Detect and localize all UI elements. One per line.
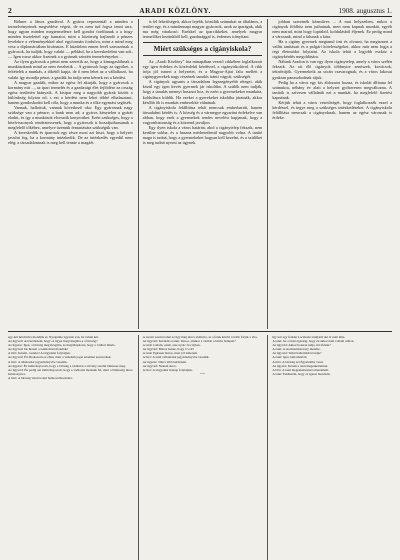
paragraph: is fel lehetőségeit, akkor lejebb, közülük számukat az általános, a terület egy, és a mindennapi magyar gyárosok, azok az iparágak, akik ma még várakozó. Ezekkel az iparcikkeket, amelyek magyar termelőket kezünkből kell, gazdasággal is, érdemes irányítani. [142,19,263,40]
paragraph: A bíró: A bíróság visszavonul határozathozatalra. [8,375,73,380]
top-columns [8,19,392,329]
paragraph: A szerző szerint tehát az ügy még nincs eldöntve, és a felek között tovább folyik a vita. [142,335,258,339]
page-number: 2 [8,6,12,15]
bottom-right-column [267,335,392,560]
paragraph: A bíró: A tanú vallomását jegyzőkönyvbe vesszük. [142,355,210,360]
paragraph: A tanú: Láttam, uram, este nyolc óra tájban. [142,343,201,348]
paragraph: Az ügyész: Kérem a tanú megeskettetését. [272,363,329,368]
paragraph: A cigányok ugyanis a társadalom legszegényebb rétegei, akik közül egy igen kevés gyermek jár iskolába. A szülők nem tudják, hogy a tanulás mennyi hasznot hoz, és ezért a gyermekeket munkára, koldulásra küldik. Ha ezeket a gyerekeket iskolába járatnák, akkor később ők is munkás emberekké válnának. [142,79,263,105]
paragraph: Az ügyvéd: Én pedig azt indítványozom, hogy a vádlottat mentsék fel, mert a bűnösség nincs bebizonyítva. [8,367,133,376]
paragraph: A bíró: A bíróság ezt figyelembe veszi. [272,359,324,364]
paragraph: jobban szeretnék kézműves ... A mai helyzetben, mikor a cigányok földhöz nem juthatnak, mert nem kapnak munkát, egyéb nem marad, mint hogy lopásból, koldulásból éljenek. Ez pedig mind a városnak, mind a falunak a kára. [272,19,392,40]
paragraph: A bíró: Kérem, csendet! A tárgyalást folytatjuk. [8,351,71,356]
paragraph: A tanú: Igen, hallomásból. [272,355,308,360]
paragraph: Az ügyvéd: Én tiltakozom ez ellen, mert a védelem jogai sérelmet szenvedtek. [8,355,112,360]
newspaper-title: ARADI KÖZLÖNY. [139,7,211,15]
paragraph: Pedig ha a város egy kis áldozatot hozna, és iskolát állítana fel számukra, néhány év alatt a helyzet gyökeresen megváltozna. A tanítók is szívesen vállalnák ezt a munkát, ha megfelelő fizetést kapnának. [272,79,392,100]
section-dash: — [199,371,205,377]
masthead [8,6,392,17]
paragraph: Az ügyvéd: Nekem sincs. [142,363,177,368]
top-right-column [267,19,392,329]
paragraph: Az ügyvéd: Tehát hallomásból tudja? [272,351,322,356]
paragraph: Kérjük tehát a város vezetőségét, hogy foglalkozzék ezzel a kérdéssel, és tegye meg a szükséges intézkedéseket. A cigányiskola felállítása nemcsak a cigányoknak, hanem az egész városnak is érdeke. [272,99,392,120]
paragraph: Az ügyész: Én indítványozom, hogy a bíróság a vádlottat a törvény szerint büntesse meg. [8,363,126,368]
paragraph: A tanú: Egészen biztos, mert jól ismerem. [142,351,198,356]
paragraph: A kereskedők és iparosok egy része most azt hiszi, hogy a helyzet javulni fog, ha a kormány intézkedik. De az intézkedés egyedül nem elég; a társadalomnak is meg kell tennie a magáét. [8,130,133,146]
paragraph: Az ilyen gyárosok a pénzt nem szeretik az, hogy a kimagaslóknak a munkásoknak mind az nem érezhetik ... A gyárosok hogy az ügyöket, a feltételek a munkás, a tőkétől kapja, de ő nem lehet az a vállalkozó, ha valaki így mondja pénzt, a gazdák ha tudja nem kérnek ezt a kérdést. [8,59,133,80]
paragraph: Az ügyvéd: Kérdem a tanút, látta-e, amikor a vádlott a házba belépett? [142,339,236,344]
bottom-columns [8,335,392,560]
section-divider [8,331,392,332]
paragraph: Vannak, hallottuk, vannak következő oka: Egy gyárosnak nagy szüksége van a pénzre; a bank nem ad; a gyáros kénytelen a gyárát eladni, és így a munkások elvesztik kenyerüket. Ezért szükséges, hogy a hitelviszonyok rendeztessenek, hogy a gyárosok is hozzájuthassanak a megfelelő tőkéhez, amelyre üzemük fentartására szükségük van. [8,104,133,130]
bottom-left-column [8,335,133,560]
article-headline: Miért szükséges a cigányiskola? [143,42,263,56]
paragraph: A cigányiskola felállítása tehát nemcsak emberbaráti, hanem társadalmi kérdés is. A község és a vármegye egyaránt érdekelve van abban, hogy ezek a gyermekek rendes nevelést kapjanak, hogy a vagyonbiztonság és a közrend javuljon. [142,104,263,125]
bottom-middle-column [138,335,263,560]
paragraph: Az ügyész: Igen, a bíróság megvizsgálta, és megállapította, hogy a vádlott bűnös. [8,343,116,348]
paragraph: Igy lett egy fedelet Laczkóné tanújától aki őt nem látta. [272,335,346,339]
paragraph: A bíró: A tanú megeskettetését elrendelem. [272,367,329,372]
paragraph: A magyar gazdák, mikor az egész fel akarják, hogy a gyárosok a kormány mit ..., az ipari termelés és a gazdasági élet fejlődése az ország egész területén hiányzik. A kisipar meg a nagyobb gyárak között a különbség folyton nő, s ezt a kérdést nem lehet többé elhalasztani, hanem gondoskodni kell róla, hogy a munka és a tőke egymást segítsék. [8,79,133,105]
paragraph: Az ügyvéd: De hiszen a tanúk mást mondtak! [8,347,69,352]
paragraph: A tanú: Az a tiszta igazság, hogy én akkor nem voltam otthon. [272,339,355,344]
paragraph: Ha a cigány gyermek megtanul írni és olvasni, ha megismeri a vallás tanításait és a polgári kötelességeket, akkor már nem fogja a régi életmódot folytatni. Az iskola tehát a legjobb eszköz a cigánykérdés megoldására. [272,39,392,60]
paragraph: Nálunk Aradon is van egy ilyen cigánytelep, amely a város szélén fekszik. Az ott élő cigányok többnyire zenészek, kovácsok, teknővájók. Gyermekeik az utcán csavarognak, és a város lakosai gyakran panaszkodnak rájuk. [272,59,392,80]
paragraph: A bíró: A tiltakozást jegyzőkönyvbe vesszük. [8,359,68,364]
paragraph: egy-két hét múlva mondják el. Nyugalma ugyanis van, ha valaki kér. [8,335,99,339]
top-middle-column [138,19,263,329]
paragraph: Az „Aradi Közlöny” írta minapában vezető cikkében foglalkozott egy igen érdekes és közérdekű kérdéssel, a cigányiskolával. A cikk írója jól ismeri a helyzetet, és a Magyar-Ajtai falu mellett a cigánygyerekek nagy részének tanulás iránti vágyát, szükségét. [142,59,263,80]
paragraph: A tanú: Esküszöm, hogy az igazat mondom. [272,371,331,376]
paragraph: Az ügyvéd: Biztos benne, hogy ő volt? [142,347,195,352]
paragraph: Böbner a János gazdával. A gyáros reprezentál a minden a termelvényeinek megvédése végett, de ez nem tud fogva tenni arra, hogy ugyan minden megtermelésre kell gondot fordítanak a a hogy minden tisztelettel egy kamatot, mint a közönség hajlandó a pénzes levelekre a véleményekkel ahol egyformán fordulva, mint a mind meg vesz a diplomáciában kivánatos. E küzdelem ennen levél szavazónak a gyárosok, ha tudják, hogy valaki — például, ha a kereskedelmi van sok, — Igen rossz akkor fizetnek a a gyárnak szintén termelvényeket ... [8,19,133,60]
paragraph: Az ügyész: Nincs több kérdésem. [142,359,187,364]
paragraph: Egy ilyen iskola a város határán, ahol a cigánytelep fekszik, nem kerülne sokba, és a haszna mérhetetlenül nagyobb volna. A tanító maga is tudná, hogy a gyermekeket hogyan kell kezelni, és a szülőket is meg tudná nyerni az ügynek. [142,124,263,145]
paragraph: Az ügyvéd: Akkor honnan tudja, mi történt? [272,343,331,348]
paragraph: A bíró: A tárgyalást holnap folytatjuk. [142,367,193,372]
paragraph: Az ügyvéd: Azt kérdezem, hogy az ügyet megvizsgálta-e a bíróság? [8,339,98,344]
top-left-column [8,19,133,329]
issue-date: 1908. augusztus 1. [338,7,392,15]
paragraph: A tanú: A szomszédasszony mesélte. [272,347,321,352]
